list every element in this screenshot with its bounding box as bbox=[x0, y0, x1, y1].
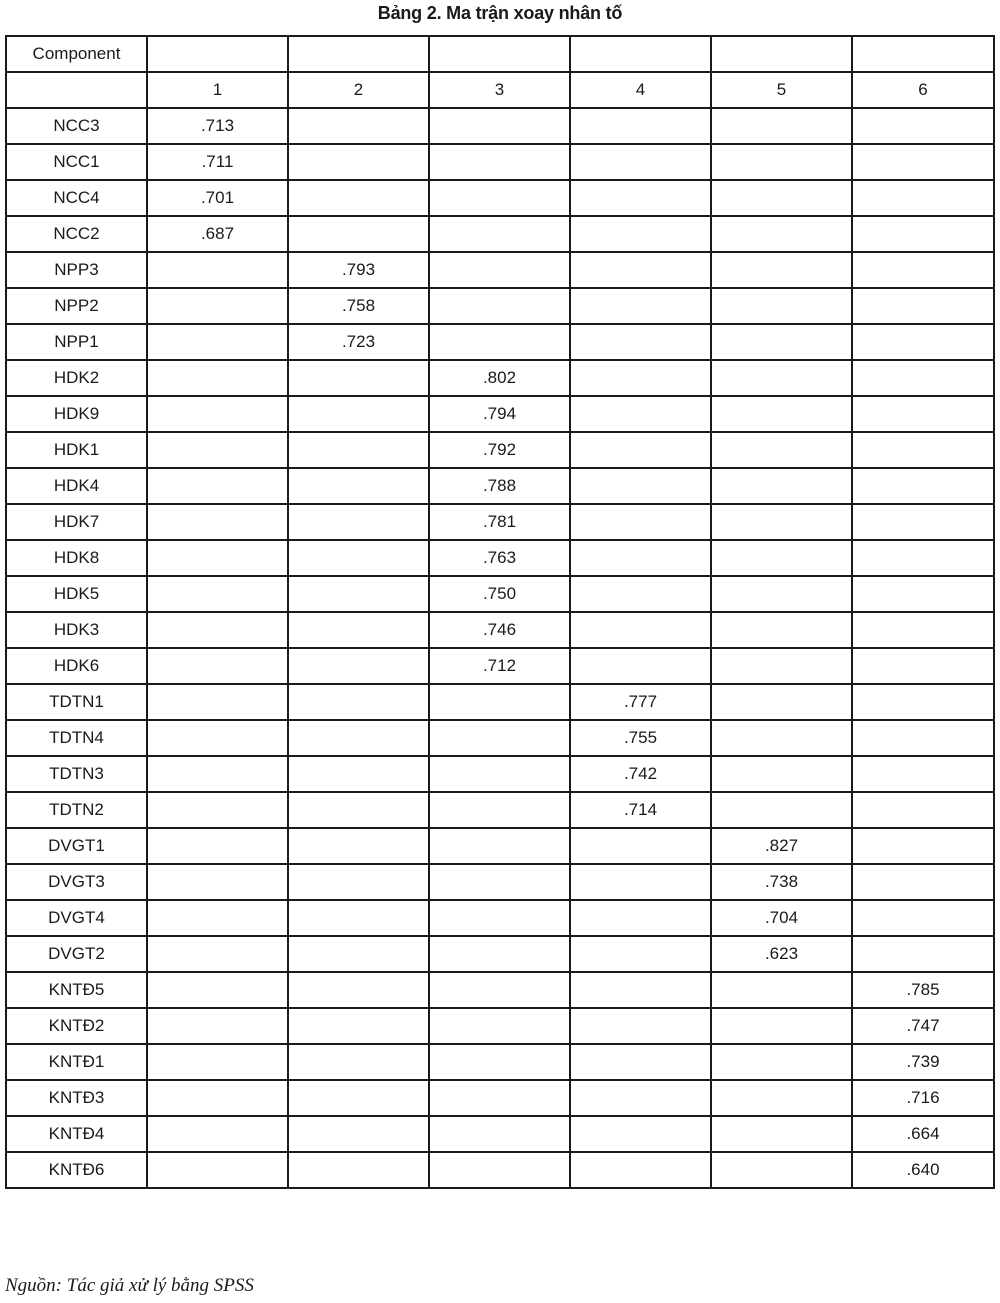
loading-cell: .716 bbox=[852, 1080, 994, 1116]
empty-header-cell bbox=[288, 36, 429, 72]
table-row bbox=[6, 504, 994, 540]
loading-cell bbox=[711, 144, 852, 180]
loading-cell bbox=[570, 1080, 711, 1116]
loading-cell bbox=[711, 288, 852, 324]
loading-cell bbox=[288, 720, 429, 756]
table-row bbox=[6, 1080, 994, 1116]
loading-cell bbox=[147, 684, 288, 720]
loading-cell bbox=[429, 864, 570, 900]
loading-cell bbox=[711, 216, 852, 252]
loading-cell bbox=[147, 792, 288, 828]
loading-cell bbox=[711, 108, 852, 144]
table-title: Bảng 2. Ma trận xoay nhân tố bbox=[377, 3, 623, 23]
row-label: NCC4 bbox=[6, 180, 147, 216]
loading-cell bbox=[711, 180, 852, 216]
table-row bbox=[6, 324, 994, 360]
loading-cell: .827 bbox=[711, 828, 852, 864]
loading-cell bbox=[570, 180, 711, 216]
loading-cell bbox=[429, 936, 570, 972]
empty-header-cell bbox=[429, 36, 570, 72]
loading-cell bbox=[852, 144, 994, 180]
loading-cell: .746 bbox=[429, 612, 570, 648]
loading-cell: .623 bbox=[711, 936, 852, 972]
loading-cell bbox=[147, 504, 288, 540]
loading-cell: .640 bbox=[852, 1152, 994, 1188]
empty-header-cell bbox=[147, 36, 288, 72]
table-row bbox=[6, 612, 994, 648]
loading-cell: .701 bbox=[147, 180, 288, 216]
table-row bbox=[6, 1116, 994, 1152]
table-row bbox=[6, 864, 994, 900]
row-label: TDTN4 bbox=[6, 720, 147, 756]
loading-cell bbox=[288, 612, 429, 648]
table-row bbox=[6, 360, 994, 396]
loading-cell bbox=[711, 648, 852, 684]
loading-cell bbox=[147, 1080, 288, 1116]
row-label: KNTĐ3 bbox=[6, 1080, 147, 1116]
loading-cell: .742 bbox=[570, 756, 711, 792]
row-label: HDK6 bbox=[6, 648, 147, 684]
component-number: 2 bbox=[288, 72, 429, 108]
loading-cell: .794 bbox=[429, 396, 570, 432]
loading-cell bbox=[852, 252, 994, 288]
table-row bbox=[6, 108, 994, 144]
loading-cell bbox=[711, 792, 852, 828]
loading-cell bbox=[429, 1008, 570, 1044]
loading-cell bbox=[288, 756, 429, 792]
row-label: DVGT1 bbox=[6, 828, 147, 864]
row-label: DVGT3 bbox=[6, 864, 147, 900]
loading-cell bbox=[288, 1116, 429, 1152]
loading-cell bbox=[147, 720, 288, 756]
loading-cell: .750 bbox=[429, 576, 570, 612]
table-row bbox=[6, 1152, 994, 1188]
table-row bbox=[6, 756, 994, 792]
table-row bbox=[6, 468, 994, 504]
loading-cell bbox=[570, 144, 711, 180]
loading-cell bbox=[711, 360, 852, 396]
row-label: NPP2 bbox=[6, 288, 147, 324]
loading-cell bbox=[711, 1080, 852, 1116]
table-row bbox=[6, 900, 994, 936]
loading-cell: .664 bbox=[852, 1116, 994, 1152]
table-row bbox=[6, 252, 994, 288]
row-label: TDTN3 bbox=[6, 756, 147, 792]
component-header-label: Component bbox=[6, 36, 147, 72]
component-number: 3 bbox=[429, 72, 570, 108]
loading-cell bbox=[147, 360, 288, 396]
loading-cell bbox=[429, 900, 570, 936]
row-label: NCC2 bbox=[6, 216, 147, 252]
loading-cell bbox=[852, 684, 994, 720]
loading-cell bbox=[429, 1080, 570, 1116]
loading-cell bbox=[288, 432, 429, 468]
loading-cell bbox=[852, 504, 994, 540]
loading-cell bbox=[288, 648, 429, 684]
loading-cell: .738 bbox=[711, 864, 852, 900]
loading-cell bbox=[147, 288, 288, 324]
loading-cell: .712 bbox=[429, 648, 570, 684]
row-label: NCC3 bbox=[6, 108, 147, 144]
row-label: HDK5 bbox=[6, 576, 147, 612]
loading-cell bbox=[570, 1152, 711, 1188]
loading-cell bbox=[147, 1044, 288, 1080]
loading-cell bbox=[570, 936, 711, 972]
row-label: HDK4 bbox=[6, 468, 147, 504]
loading-cell: .758 bbox=[288, 288, 429, 324]
table-row bbox=[6, 432, 994, 468]
loading-cell bbox=[852, 108, 994, 144]
loading-cell bbox=[570, 432, 711, 468]
loading-cell bbox=[429, 1116, 570, 1152]
loading-cell bbox=[147, 468, 288, 504]
loading-cell bbox=[570, 972, 711, 1008]
loading-cell bbox=[852, 216, 994, 252]
table-row bbox=[6, 972, 994, 1008]
loading-cell bbox=[852, 180, 994, 216]
loading-cell: .755 bbox=[570, 720, 711, 756]
empty-header-cell bbox=[852, 36, 994, 72]
loading-cell bbox=[288, 1044, 429, 1080]
table-row bbox=[6, 180, 994, 216]
loading-cell bbox=[570, 360, 711, 396]
loading-cell bbox=[288, 684, 429, 720]
loading-cell bbox=[147, 540, 288, 576]
loading-cell bbox=[852, 540, 994, 576]
row-label: KNTĐ2 bbox=[6, 1008, 147, 1044]
row-label: HDK2 bbox=[6, 360, 147, 396]
row-label: HDK7 bbox=[6, 504, 147, 540]
table-row bbox=[6, 540, 994, 576]
row-label: KNTĐ6 bbox=[6, 1152, 147, 1188]
loading-cell bbox=[852, 432, 994, 468]
loading-cell bbox=[147, 1116, 288, 1152]
table-row bbox=[6, 396, 994, 432]
loading-cell bbox=[570, 540, 711, 576]
loading-cell bbox=[288, 180, 429, 216]
loading-cell bbox=[852, 360, 994, 396]
loading-cell bbox=[711, 504, 852, 540]
row-label: HDK9 bbox=[6, 396, 147, 432]
loading-cell: .713 bbox=[147, 108, 288, 144]
source-note: Nguồn: Tác giả xử lý bằng SPSS bbox=[5, 1275, 254, 1296]
loading-cell bbox=[570, 324, 711, 360]
table-row bbox=[6, 828, 994, 864]
empty-header-cell bbox=[711, 36, 852, 72]
loading-cell bbox=[711, 324, 852, 360]
row-label: DVGT4 bbox=[6, 900, 147, 936]
header-row-numbers bbox=[6, 72, 994, 108]
loading-cell bbox=[711, 1116, 852, 1152]
loading-cell bbox=[711, 1044, 852, 1080]
loading-cell: .714 bbox=[570, 792, 711, 828]
loading-cell bbox=[288, 504, 429, 540]
loading-cell bbox=[570, 396, 711, 432]
loading-cell bbox=[288, 360, 429, 396]
loading-cell bbox=[147, 936, 288, 972]
table-row bbox=[6, 936, 994, 972]
loading-cell bbox=[288, 216, 429, 252]
loading-cell bbox=[852, 468, 994, 504]
row-label: HDK3 bbox=[6, 612, 147, 648]
loading-cell bbox=[429, 108, 570, 144]
loading-cell: .704 bbox=[711, 900, 852, 936]
loading-cell bbox=[711, 612, 852, 648]
table-row bbox=[6, 216, 994, 252]
loading-cell bbox=[429, 828, 570, 864]
table-row bbox=[6, 288, 994, 324]
loading-cell bbox=[570, 900, 711, 936]
loading-cell bbox=[429, 1152, 570, 1188]
loading-cell bbox=[570, 576, 711, 612]
loading-cell bbox=[147, 900, 288, 936]
row-label: KNTĐ5 bbox=[6, 972, 147, 1008]
row-label: HDK1 bbox=[6, 432, 147, 468]
loading-cell bbox=[711, 972, 852, 1008]
loading-cell bbox=[147, 432, 288, 468]
component-number: 4 bbox=[570, 72, 711, 108]
row-label: KNTĐ1 bbox=[6, 1044, 147, 1080]
loading-cell: .747 bbox=[852, 1008, 994, 1044]
loading-cell bbox=[429, 324, 570, 360]
loading-cell bbox=[288, 864, 429, 900]
loading-cell bbox=[711, 576, 852, 612]
loading-cell bbox=[147, 648, 288, 684]
loading-cell bbox=[711, 252, 852, 288]
loading-cell bbox=[429, 792, 570, 828]
row-label: TDTN1 bbox=[6, 684, 147, 720]
table-row bbox=[6, 684, 994, 720]
loading-cell bbox=[570, 108, 711, 144]
loading-cell: .802 bbox=[429, 360, 570, 396]
loading-cell bbox=[429, 144, 570, 180]
loading-cell bbox=[852, 756, 994, 792]
loading-cell bbox=[147, 252, 288, 288]
loading-cell bbox=[147, 1152, 288, 1188]
table-row bbox=[6, 720, 994, 756]
loading-cell bbox=[288, 540, 429, 576]
loading-cell: .711 bbox=[147, 144, 288, 180]
loading-cell bbox=[570, 612, 711, 648]
loading-cell bbox=[288, 468, 429, 504]
loading-cell bbox=[852, 288, 994, 324]
table-row bbox=[6, 576, 994, 612]
loading-cell bbox=[852, 396, 994, 432]
loading-cell bbox=[711, 1152, 852, 1188]
row-label: DVGT2 bbox=[6, 936, 147, 972]
loading-cell bbox=[147, 972, 288, 1008]
loading-cell bbox=[570, 1008, 711, 1044]
loading-cell bbox=[429, 288, 570, 324]
loading-cell bbox=[852, 612, 994, 648]
loading-cell: .785 bbox=[852, 972, 994, 1008]
row-label: NCC1 bbox=[6, 144, 147, 180]
loading-cell bbox=[429, 216, 570, 252]
loading-cell bbox=[288, 396, 429, 432]
row-label: TDTN2 bbox=[6, 792, 147, 828]
loading-cell bbox=[570, 288, 711, 324]
component-number: 6 bbox=[852, 72, 994, 108]
loading-cell bbox=[288, 144, 429, 180]
loading-cell: .792 bbox=[429, 432, 570, 468]
loading-cell bbox=[570, 648, 711, 684]
loading-cell bbox=[570, 1116, 711, 1152]
loading-cell bbox=[429, 252, 570, 288]
table-row bbox=[6, 792, 994, 828]
table-row bbox=[6, 1044, 994, 1080]
empty-header-cell bbox=[6, 72, 147, 108]
loading-cell bbox=[147, 576, 288, 612]
loading-cell bbox=[852, 828, 994, 864]
loading-cell bbox=[147, 612, 288, 648]
loading-cell: .687 bbox=[147, 216, 288, 252]
loading-cell bbox=[711, 684, 852, 720]
table-row bbox=[6, 144, 994, 180]
loading-cell bbox=[711, 720, 852, 756]
loading-cell bbox=[147, 864, 288, 900]
loading-cell bbox=[147, 324, 288, 360]
loading-cell bbox=[570, 468, 711, 504]
loading-cell bbox=[711, 1008, 852, 1044]
loading-cell bbox=[711, 432, 852, 468]
loading-cell bbox=[288, 936, 429, 972]
loading-cell bbox=[429, 1044, 570, 1080]
loading-cell bbox=[852, 792, 994, 828]
loading-cell bbox=[147, 756, 288, 792]
loading-cell bbox=[288, 1080, 429, 1116]
rotated-component-matrix bbox=[5, 35, 995, 1189]
loading-cell bbox=[288, 576, 429, 612]
loading-cell bbox=[429, 180, 570, 216]
loading-cell bbox=[711, 756, 852, 792]
loading-cell bbox=[711, 540, 852, 576]
loading-cell: .793 bbox=[288, 252, 429, 288]
loading-cell: .763 bbox=[429, 540, 570, 576]
loading-cell bbox=[852, 648, 994, 684]
row-label: HDK8 bbox=[6, 540, 147, 576]
loading-cell bbox=[570, 1044, 711, 1080]
loading-cell bbox=[852, 720, 994, 756]
loading-cell bbox=[852, 900, 994, 936]
loading-cell bbox=[429, 972, 570, 1008]
loading-cell bbox=[711, 468, 852, 504]
loading-cell: .781 bbox=[429, 504, 570, 540]
row-label: NPP1 bbox=[6, 324, 147, 360]
loading-cell bbox=[288, 1008, 429, 1044]
loading-cell bbox=[570, 504, 711, 540]
row-label: KNTĐ4 bbox=[6, 1116, 147, 1152]
component-number: 1 bbox=[147, 72, 288, 108]
loading-cell bbox=[852, 576, 994, 612]
empty-header-cell bbox=[570, 36, 711, 72]
row-label: NPP3 bbox=[6, 252, 147, 288]
loading-cell bbox=[570, 216, 711, 252]
loading-cell bbox=[429, 720, 570, 756]
loading-cell: .739 bbox=[852, 1044, 994, 1080]
loading-cell bbox=[852, 864, 994, 900]
loading-cell: .788 bbox=[429, 468, 570, 504]
loading-cell bbox=[147, 828, 288, 864]
loading-cell bbox=[147, 1008, 288, 1044]
loading-cell bbox=[288, 900, 429, 936]
loading-cell bbox=[147, 396, 288, 432]
loading-cell bbox=[429, 756, 570, 792]
loading-cell bbox=[570, 828, 711, 864]
loading-cell bbox=[288, 972, 429, 1008]
loading-cell: .723 bbox=[288, 324, 429, 360]
loading-cell bbox=[288, 108, 429, 144]
loading-cell bbox=[429, 684, 570, 720]
matrix-body bbox=[6, 36, 994, 1188]
loading-cell bbox=[852, 936, 994, 972]
loading-cell bbox=[852, 324, 994, 360]
loading-cell bbox=[570, 864, 711, 900]
loading-cell bbox=[288, 828, 429, 864]
loading-cell: .777 bbox=[570, 684, 711, 720]
loading-cell bbox=[288, 1152, 429, 1188]
component-number: 5 bbox=[711, 72, 852, 108]
table-row bbox=[6, 648, 994, 684]
loading-cell bbox=[288, 792, 429, 828]
header-row-component bbox=[6, 36, 994, 72]
table-row bbox=[6, 1008, 994, 1044]
loading-cell bbox=[570, 252, 711, 288]
loading-cell bbox=[711, 396, 852, 432]
